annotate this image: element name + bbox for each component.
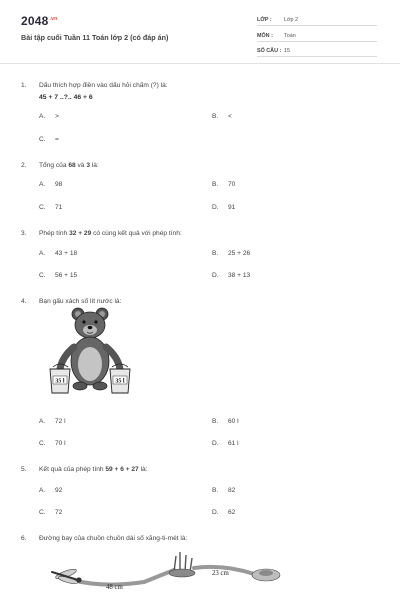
option-value: < — [228, 113, 232, 120]
text-bold: 3 — [86, 162, 90, 169]
option-letter: A. — [39, 418, 46, 425]
option-a[interactable] — [39, 181, 62, 188]
question-text: Bạn gấu xách số lít nước là: — [39, 298, 122, 305]
dragonfly-path-illustration — [44, 544, 294, 600]
option-value: 43 + 18 — [55, 250, 78, 257]
logo-text: 2048 — [21, 14, 49, 28]
question-number: 4. — [21, 298, 27, 305]
question-number: 1. — [21, 82, 27, 89]
option-c[interactable] — [39, 204, 62, 211]
option-b[interactable] — [212, 113, 232, 120]
option-c[interactable] — [39, 272, 77, 279]
option-value: 92 — [55, 487, 63, 494]
text-part: Tổng của — [39, 162, 69, 169]
option-letter: B. — [212, 181, 219, 188]
document-header — [0, 0, 400, 64]
option-b[interactable] — [212, 250, 250, 257]
option-letter: B. — [212, 113, 219, 120]
bear-nose — [88, 326, 93, 329]
text-part: là: — [138, 466, 148, 473]
option-b[interactable] — [212, 181, 235, 188]
logo-suffix: .vn — [49, 16, 58, 22]
option-letter: C. — [39, 204, 46, 211]
option-letter: A. — [39, 181, 46, 188]
bucket-label: 35 l — [55, 378, 65, 385]
option-letter: D. — [212, 509, 219, 516]
option-value: 91 — [228, 204, 236, 211]
bear-illustration — [48, 305, 134, 401]
question-number: 2. — [21, 162, 27, 169]
document-title: Bài tập cuối Tuần 11 Toán lớp 2 (có đáp án) — [21, 33, 169, 42]
text-part: Phép tính — [39, 230, 70, 237]
bear-belly — [78, 347, 102, 381]
option-letter: A. — [39, 113, 46, 120]
option-value: > — [55, 113, 59, 120]
option-value: 61 l — [228, 440, 239, 447]
question-text — [39, 466, 148, 473]
bucket-label: 35 l — [115, 378, 125, 385]
option-b[interactable] — [212, 418, 239, 425]
question-expression: 45 + 7 ..?.. 46 + 6 — [39, 94, 93, 101]
meta-subject — [257, 30, 377, 42]
option-value: 70 — [228, 181, 236, 188]
option-value: 72 — [55, 509, 63, 516]
option-a[interactable] — [39, 487, 62, 494]
option-c[interactable] — [39, 440, 66, 447]
option-value: 38 + 13 — [228, 272, 251, 279]
option-d[interactable] — [212, 440, 239, 447]
option-value: 25 + 26 — [228, 250, 251, 257]
option-letter: B. — [212, 250, 219, 257]
option-letter: D. — [212, 204, 219, 211]
dragonfly-head — [76, 577, 81, 582]
option-c[interactable] — [39, 136, 59, 143]
bear-foot — [93, 382, 107, 390]
question-text: Đường bay của chuồn chuồn dài số xăng-ti-mét là: — [39, 535, 188, 542]
question-number: 3. — [21, 230, 27, 237]
segment-label: 48 cm — [106, 584, 123, 591]
segment-label: 23 cm — [212, 570, 229, 577]
option-letter: C. — [39, 509, 46, 516]
question-number: 6. — [21, 535, 27, 542]
option-letter: D. — [212, 440, 219, 447]
option-letter: C. — [39, 272, 46, 279]
text-bold: 32 + 29 — [69, 230, 92, 237]
text-part: là: — [89, 162, 99, 169]
meta-label: LỚP : — [257, 17, 272, 23]
text-part: có cùng kết quả với phép tính: — [91, 230, 182, 237]
option-a[interactable] — [39, 418, 66, 425]
option-value: 72 l — [55, 418, 66, 425]
option-d[interactable] — [212, 204, 235, 211]
meta-value: Lớp 2 — [284, 17, 299, 23]
option-letter: B. — [212, 487, 219, 494]
site-logo[interactable] — [21, 14, 57, 28]
option-value: 60 l — [228, 418, 239, 425]
option-a[interactable] — [39, 113, 59, 120]
option-value: 70 l — [55, 440, 66, 447]
option-c[interactable] — [39, 509, 62, 516]
flight-path-segment — [72, 570, 174, 585]
meta-class — [257, 14, 377, 26]
option-d[interactable] — [212, 509, 235, 516]
meta-count — [257, 45, 377, 57]
option-value: 98 — [55, 181, 63, 188]
rock — [169, 569, 195, 577]
bear-foot — [73, 382, 87, 390]
meta-value: 15 — [284, 48, 290, 54]
option-value: 71 — [55, 204, 63, 211]
option-d[interactable] — [212, 272, 250, 279]
meta-value: Toán — [284, 33, 296, 39]
text-part: Kết quả của phép tính — [39, 466, 106, 473]
option-value: 56 + 15 — [55, 272, 78, 279]
option-b[interactable] — [212, 487, 235, 494]
option-letter: C. — [39, 136, 46, 143]
option-a[interactable] — [39, 250, 77, 257]
bear-eye — [82, 320, 85, 323]
question-text — [39, 162, 99, 169]
text-bold: 59 + 6 + 27 — [105, 466, 139, 473]
option-value: = — [55, 136, 59, 143]
question-text: Dấu thích hợp điền vào dấu hỏi chấm (?) là: — [39, 82, 168, 89]
question-text — [39, 230, 182, 237]
text-part: và — [75, 162, 87, 169]
option-value: 82 — [228, 487, 236, 494]
option-letter: B. — [212, 418, 219, 425]
option-letter: C. — [39, 440, 46, 447]
option-value: 62 — [228, 509, 236, 516]
meta-label: MÔN : — [257, 33, 273, 39]
text-bold: 68 — [68, 162, 76, 169]
option-letter: A. — [39, 487, 46, 494]
lily-pad-center — [259, 570, 273, 576]
option-letter: A. — [39, 250, 46, 257]
question-number: 5. — [21, 466, 27, 473]
bear-eye — [94, 320, 97, 323]
meta-label: SỐ CÂU : — [257, 48, 282, 54]
option-letter: D. — [212, 272, 219, 279]
